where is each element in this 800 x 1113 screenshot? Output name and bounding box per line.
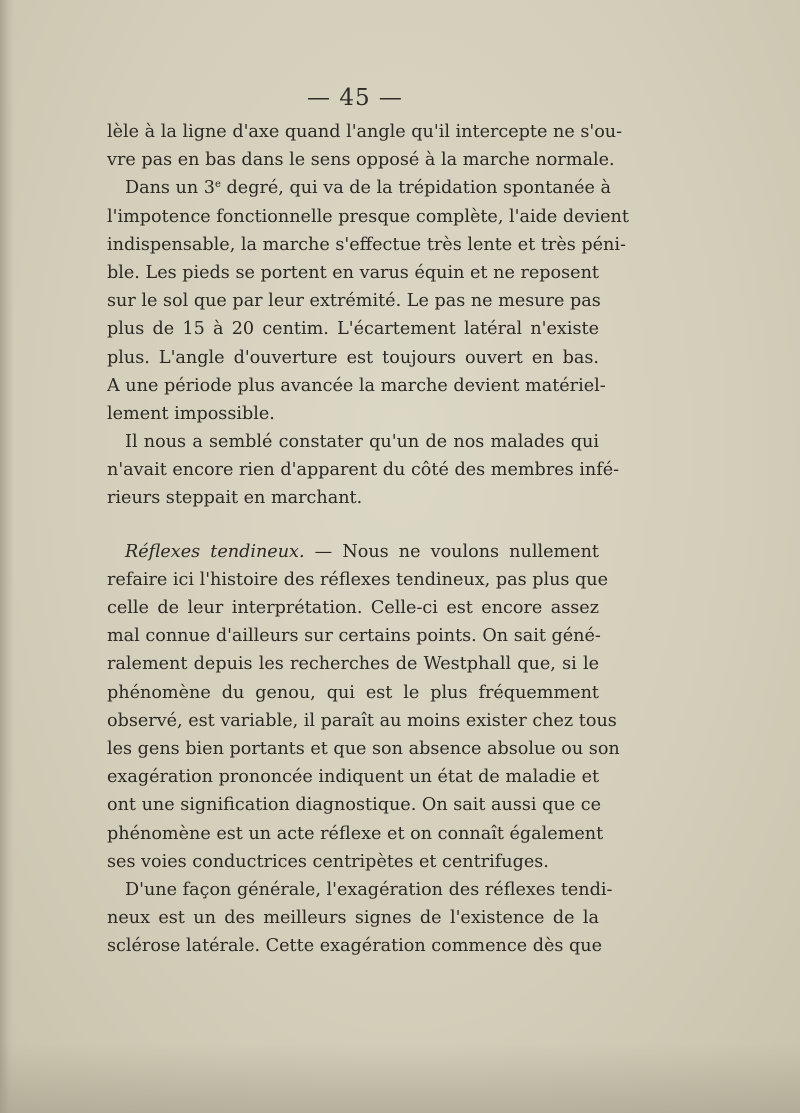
text-line: plus de 15 à 20 centim. L'écartement latéral n'existe: [107, 319, 599, 340]
text-line: indispensable, la marche s'effectue très lente et très péni-: [107, 234, 626, 255]
text-line: celle de leur interprétation. Celle-ci est encore assez: [107, 598, 599, 618]
text-line: [107, 174, 612, 202]
text-line: vre pas en bas dans le sens opposé à la marche normale.: [107, 150, 615, 171]
text-line: [107, 538, 599, 566]
text-line: mal connue d'ailleurs sur certains points. On sait géné-: [107, 626, 601, 647]
text-line: refaire ici l'histoire des réflexes tendineux, pas plus que: [107, 569, 609, 590]
text-line: observé, est variable, il paraît au moins exister chez tous: [107, 710, 617, 731]
text-line: phénomène est un acte réflexe et on connaît également: [107, 823, 604, 844]
text-line: ses voies conductrices centripètes et centrifuges.: [107, 851, 549, 872]
text-line: lement impossible.: [107, 403, 275, 424]
text-line: ont une signification diagnostique. On sait aussi que ce: [107, 795, 602, 816]
text-line: D'une façon générale, l'exagération des réflexes tendi-: [125, 879, 613, 900]
page-bottom-shadow: [0, 1043, 800, 1113]
text-line: sur le sol que par leur extrémité. Le pas ne mesure pas: [107, 291, 601, 312]
text-line: A une période plus avancée la marche devient matériel-: [107, 375, 606, 396]
text-line: les gens bien portants et que son absence absolue ou son: [107, 738, 620, 759]
text-line: ralement depuis les recherches de Westphall que, si le: [107, 654, 599, 675]
section-spacer: [107, 513, 599, 538]
body-text: [107, 118, 629, 960]
text-line: l'impotence fonctionnelle presque complète, l'aide devient: [107, 206, 629, 227]
paragraph-3: [107, 428, 620, 513]
text-line: neux est un des meilleurs signes de l'existence de la: [107, 908, 599, 929]
text-line: rieurs steppait en marchant.: [107, 488, 363, 509]
text-line: ble. Les pieds se portent en varus équin et ne reposent: [107, 262, 599, 283]
paragraph-2: [107, 174, 629, 428]
paragraph-reflexes: [107, 538, 620, 876]
text-line: phénomène du genou, qui est le plus fréquemment: [107, 682, 599, 703]
page-binding-shadow: [0, 0, 14, 1113]
text-segment: degré, qui va de la trépidation spontanée à: [220, 178, 612, 199]
text-line: sclérose latérale. Cette exagération commence dès que: [107, 936, 603, 957]
text-line: Il nous a semblé constater qu'un de nos malades qui: [125, 432, 599, 453]
paragraph-5: [107, 876, 613, 961]
text-line: plus. L'angle d'ouverture est toujours ouvert en bas.: [107, 347, 599, 368]
text-line: n'avait encore rien d'apparent du côté des membres infé-: [107, 460, 620, 481]
section-heading: Réflexes tendineux.: [125, 541, 305, 562]
text-segment: — Nous ne voulons nullement: [304, 541, 599, 562]
ordinal-superscript: e: [215, 179, 221, 191]
text-line: lèle à la ligne d'axe quand l'angle qu'il intercepte ne s'ou-: [107, 122, 623, 142]
page-number: — 45 —: [307, 85, 403, 111]
text-line: exagération prononcée indiquent un état de maladie et: [107, 767, 600, 788]
text-segment: Dans un 3: [125, 178, 215, 199]
paragraph-1: [107, 118, 623, 174]
